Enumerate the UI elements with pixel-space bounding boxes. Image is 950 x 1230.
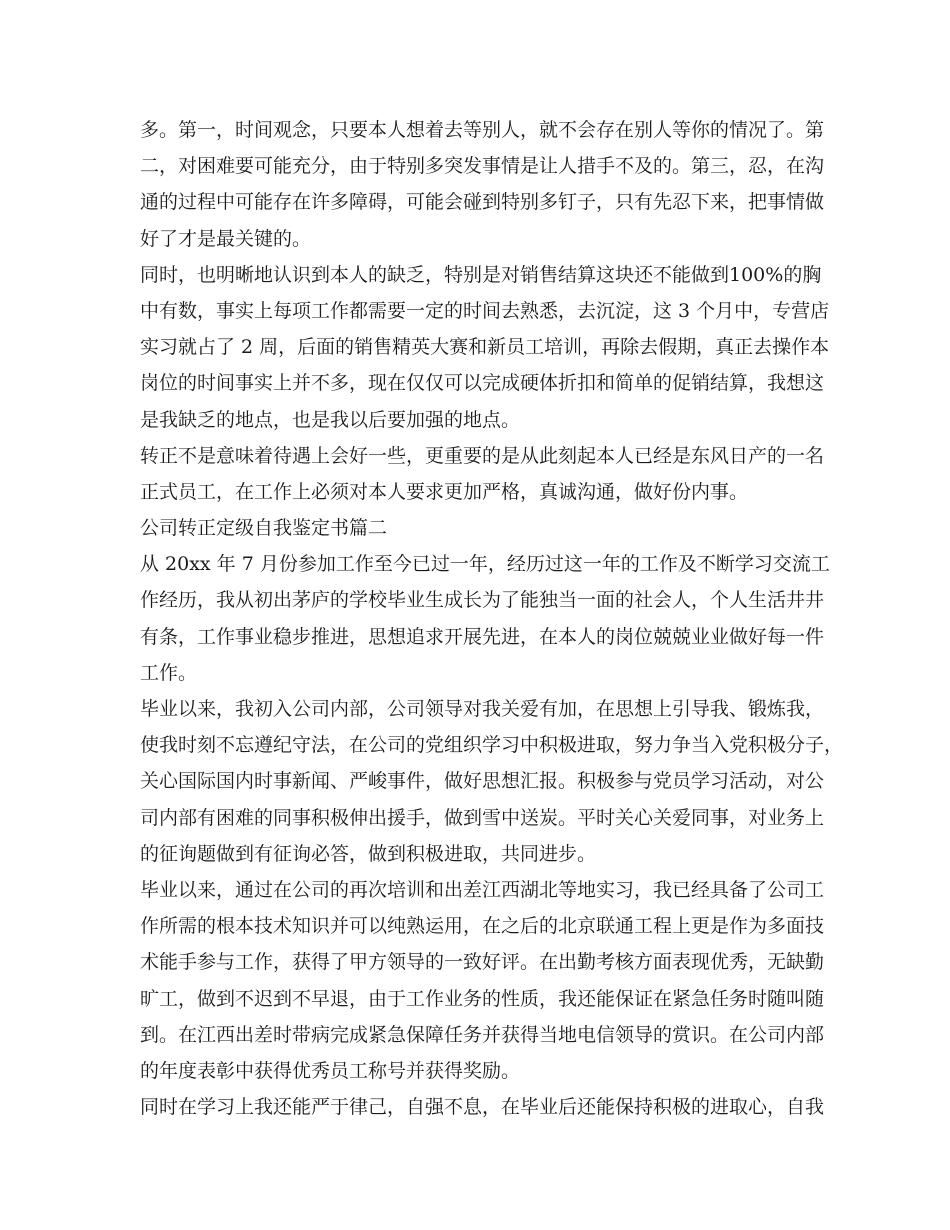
- text-line: 从 20xx 年 7 月份参加工作至今已过一年，经历过这一年的工作及不断学习交流工: [140, 553, 830, 576]
- text-line: 同时在学习上我还能严于律己，自强不息，在毕业后还能保持积极的进取心，自我: [140, 1096, 825, 1119]
- text-line: 毕业以来，通过在公司的再次培训和出差江西湖北等地实习，我已经具备了公司工: [140, 878, 825, 901]
- text-line: 多。第一，时间观念，只要本人想着去等别人，就不会存在别人等你的情况了。第: [140, 119, 825, 141]
- text-line: 好了才是最关键的。: [140, 227, 312, 250]
- text-line: 关心国际国内时事新闻、严峻事件，做好思想汇报。积极参与党员学习活动，对公: [140, 770, 825, 793]
- text-line: 是我缺乏的地点，也是我以后要加强的地点。: [140, 408, 521, 431]
- text-line: 通的过程中可能存在许多障碍，可能会碰到特别多钉子，只有先忍下来，把事情做: [140, 191, 825, 214]
- text-line: 旷工，做到不迟到不早退，由于工作业务的性质，我还能保证在紧急任务时随叫随: [140, 987, 825, 1010]
- text-line: 转正不是意味着待遇上会好一些，更重要的是从此刻起本人已经是东风日产的一名: [140, 444, 825, 467]
- text-line: 正式员工，在工作上必须对本人要求更加严格，真诚沟通，做好份内事。: [140, 480, 749, 503]
- text-line: 司内部有困难的同事积极伸出援手，做到雪中送炭。平时关心关爱同事，对业务上: [140, 806, 825, 829]
- text-line: 二，对困难要可能充分，由于特别多突发事情是让人措手不及的。第三，忍，在沟: [140, 155, 825, 178]
- text-line: 作经历，我从初出茅庐的学校毕业生成长为了能独当一面的社会人，个人生活井井: [140, 589, 825, 612]
- text-line: 毕业以来，我初入公司内部，公司领导对我关爱有加，在思想上引导我、锻炼我，: [140, 698, 825, 720]
- text-line: 中有数，事实上每项工作都需要一定的时间去熟悉，去沉淀，这 3 个月中，专营店: [140, 299, 830, 322]
- text-line: 的征询题做到有征询必答，做到积极进取，共同进步。: [140, 842, 597, 865]
- section-heading: 公司转正定级自我鉴定书篇二: [140, 517, 388, 540]
- text-line: 使我时刻不忘遵纪守法，在公司的党组织学习中积极进取，努力争当入党积极分子，: [140, 734, 844, 757]
- text-line: 工作。: [140, 661, 198, 684]
- text-line: 实习就占了 2 周，后面的销售精英大赛和新员工培训，再除去假期，真正去操作本: [140, 336, 830, 359]
- document-body: [140, 112, 844, 1125]
- text-line: 岗位的时间事实上并不多，现在仅仅可以完成硬体折扣和简单的促销结算，我想这: [140, 372, 825, 395]
- text-line: 到。在江西出差时带病完成紧急保障任务并获得当地电信领导的赏识。在公司内部: [140, 1023, 825, 1046]
- text-line: 的年度表彰中获得优秀员工称号并获得奖励。: [140, 1059, 521, 1082]
- text-line: 有条，工作事业稳步推进，思想追求开展先进，在本人的岗位兢兢业业做好每一件: [140, 625, 825, 648]
- text-line: 同时，也明晰地认识到本人的缺乏，特别是对销售结算这块还不能做到100%的胸: [140, 263, 822, 286]
- text-line: 术能手参与工作，获得了甲方领导的一致好评。在出勤考核方面表现优秀，无缺勤: [140, 951, 825, 974]
- text-line: 作所需的根本技术知识并可以纯熟运用，在之后的北京联通工程上更是作为多面技: [140, 915, 825, 938]
